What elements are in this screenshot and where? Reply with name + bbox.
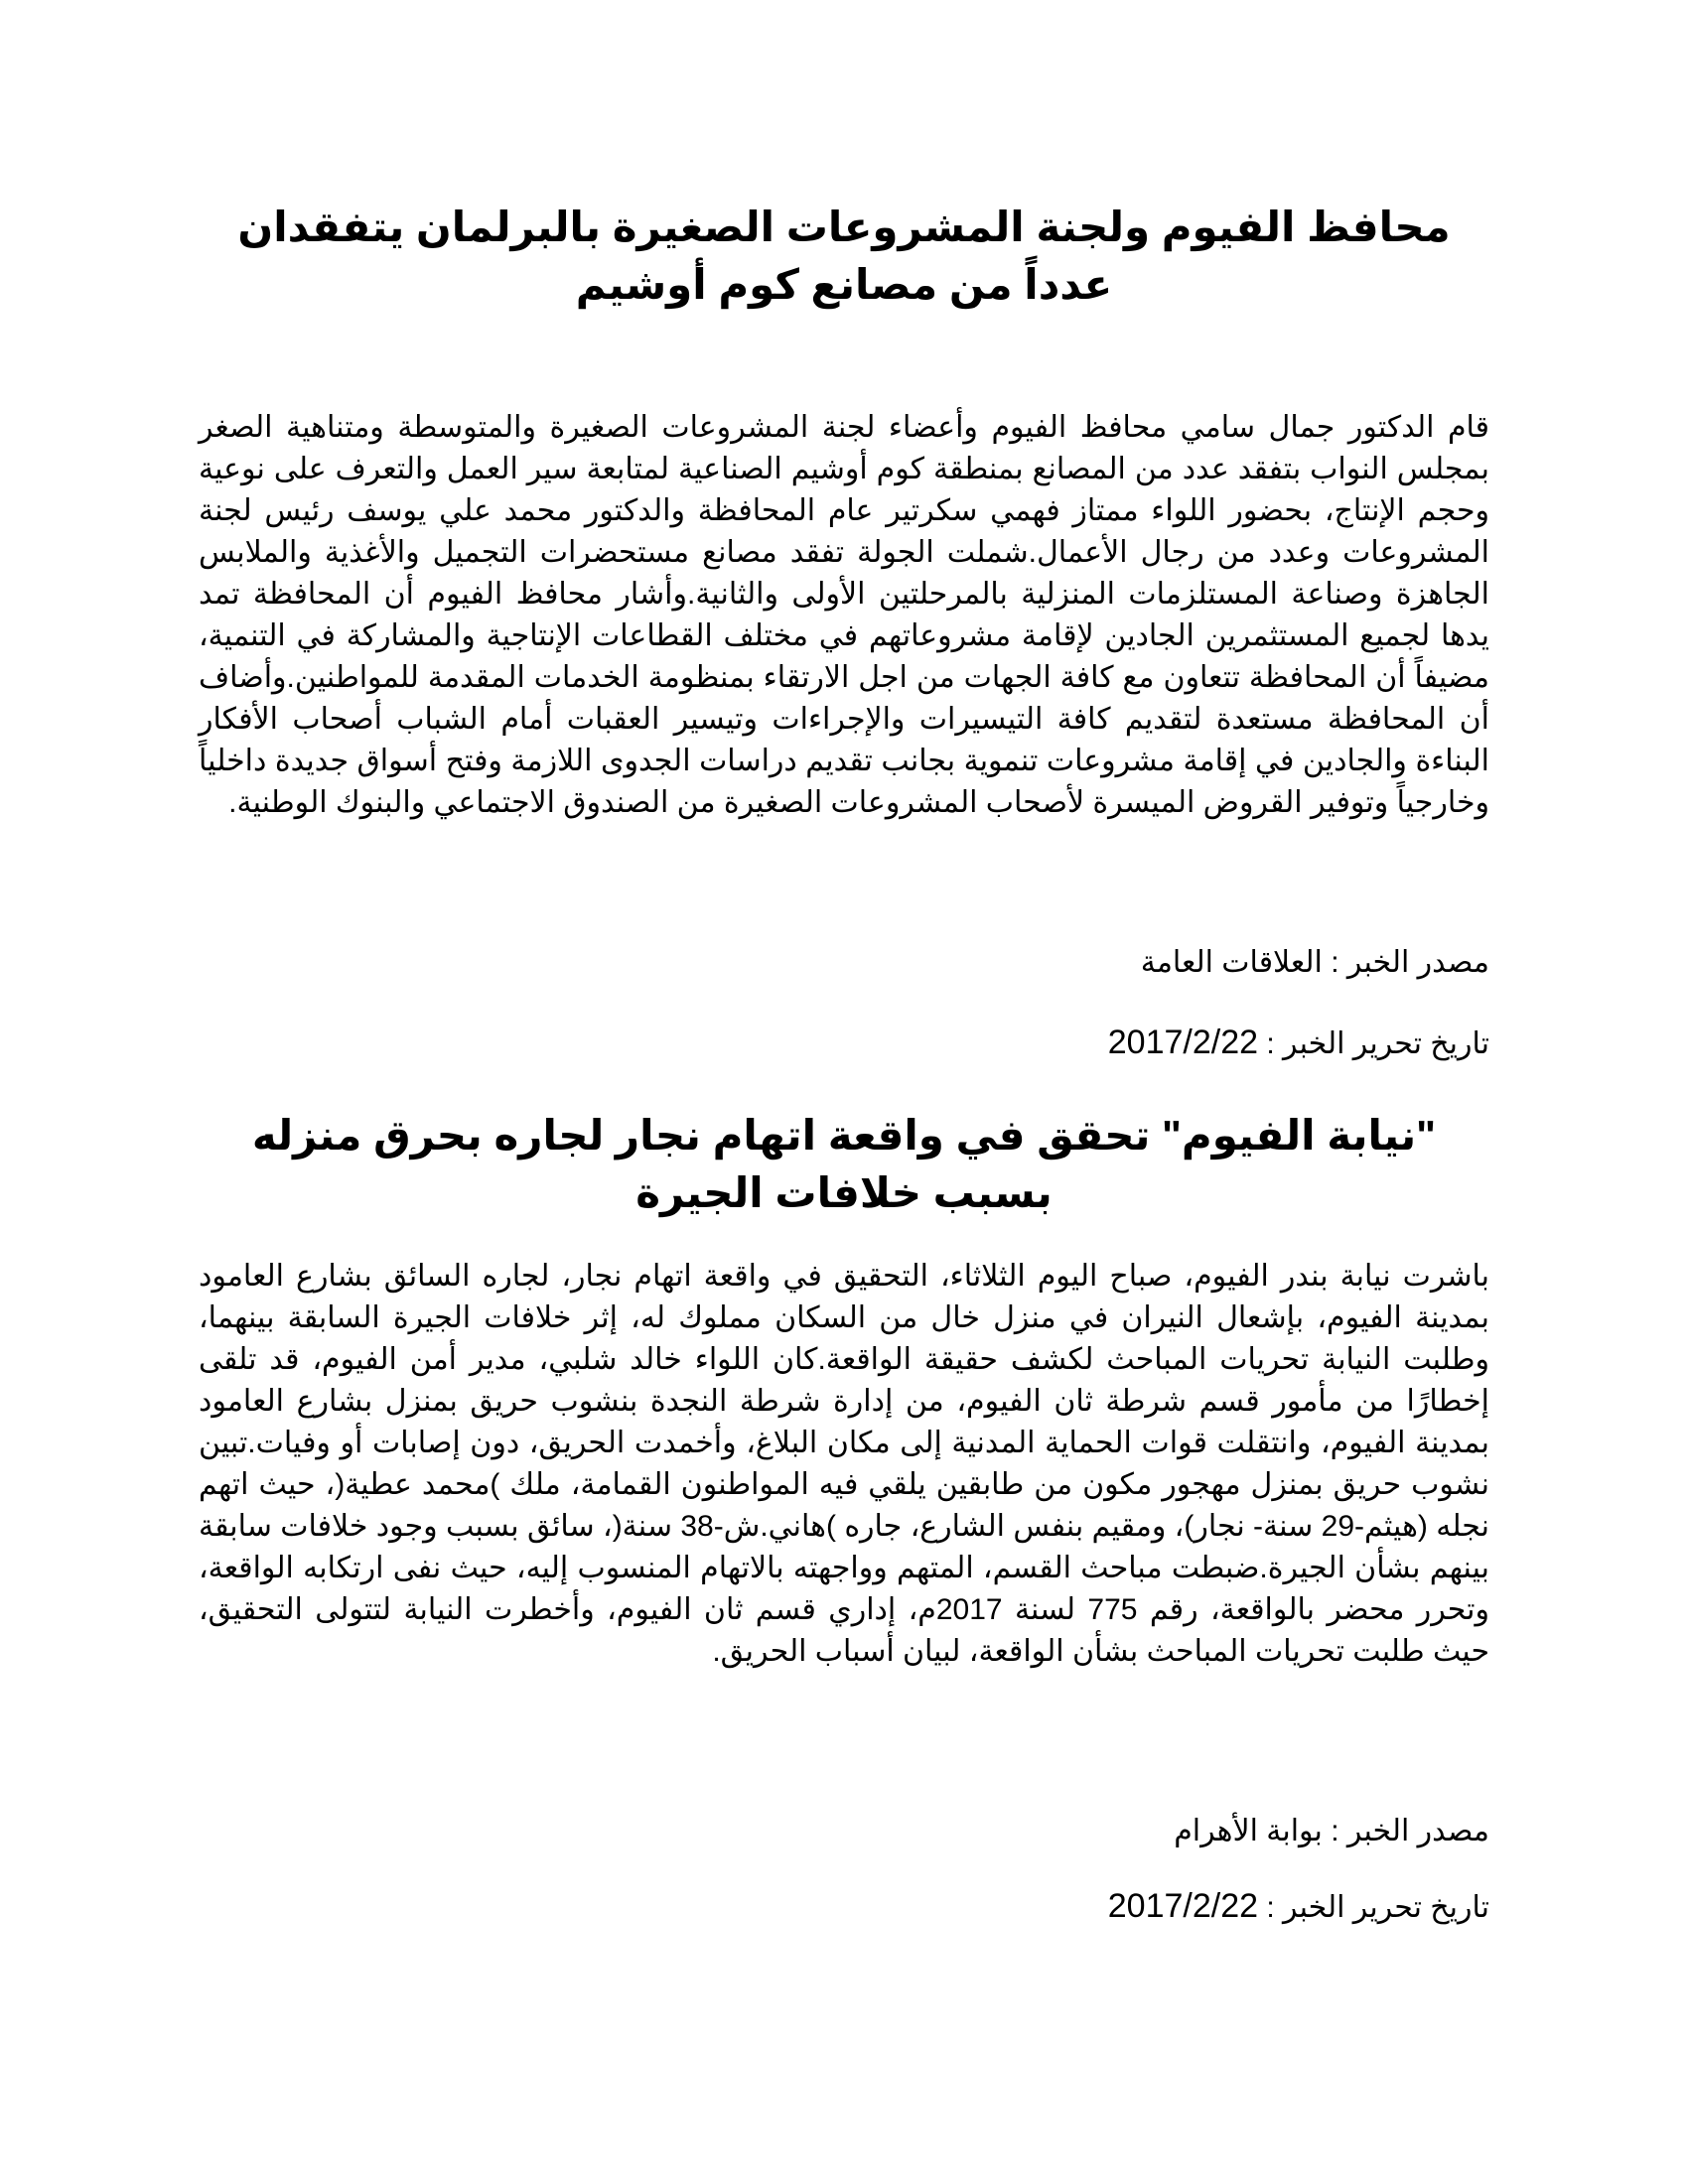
article-1-date-label: تاريخ تحرير الخبر :: [1258, 1027, 1489, 1060]
article-1-date-value: 2017/2/22: [1107, 1024, 1259, 1061]
article-2-date-value: 2017/2/22: [1107, 1887, 1259, 1925]
article-1-body: قام الدكتور جمال سامي محافظ الفيوم وأعضاء لجنة المشروعات الصغيرة والمتوسطة ومتناهية الصغر بمجلس النواب بتفقد عدد من المصانع بمنطقة كوم أوشيم الصناعية لمتابعة سير العمل والتعرف على نوعية وحجم الإنتاج، بحضور اللواء ممتاز فهمي سكرتير عام المحافظة والدكتور محمد علي يوسف رئيس لجنة المشروعات وعدد من رجال الأعمال.شملت الجولة تفقد مصانع مستحضرات التجميل والأغذية والملابس الجاهزة وصناعة المستلزمات المنزلية بالمرحلتين الأولى والثانية.وأشار محافظ الفيوم أن المحافظة تمد يدها لجميع المستثمرين الجادين لإقامة مشروعاتهم في مختلف القطاعات الإنتاجية والمشاركة في التنمية، مضيفاً أن المحافظة تتعاون مع كافة الجهات من اجل الارتقاء بمنظومة الخدمات المقدمة للمواطنين.وأضاف أن المحافظة مستعدة لتقديم كافة التيسيرات والإجراءات وتيسير العقبات أمام الشباب أصحاب الأفكار البناءة والجادين في إقامة مشروعات تنموية بجانب تقديم دراسات الجدوى اللازمة وفتح أسواق جديدة داخلياً وخارجياً وتوفير القروض الميسرة لأصحاب المشروعات الصغيرة من الصندوق الاجتماعي والبنوك الوطنية.: [199, 411, 1489, 819]
article-1-headline: محافظ الفيوم ولجنة المشروعات الصغيرة بالبرلمان يتفقدان عدداً من مصانع كوم أوشيم: [237, 204, 1451, 308]
article-2-date-line: [199, 1886, 1489, 1928]
document-page: [199, 0, 1489, 2184]
article-2-body: باشرت نيابة بندر الفيوم، صباح اليوم الثلاثاء، التحقيق في واقعة اتهام نجار، لجاره السائق بشارع العامود بمدينة الفيوم، بإشعال النيران في منزل خال من السكان مملوك له، إثر خلافات الجيرة السابقة بينهما، وطلبت النيابة تحريات المباحث لكشف حقيقة الواقعة.كان اللواء خالد شلبي، مدير أمن الفيوم، قد تلقى إخطارًا من مأمور قسم شرطة ثان الفيوم، من إدارة شرطة النجدة بنشوب حريق بمنزل بشارع العامود بمدينة الفيوم، وانتقلت قوات الحماية المدنية إلى مكان البلاغ، وأخمدت الحريق، دون إصابات أو وفيات.تبين نشوب حريق بمنزل مهجور مكون من طابقين يلقي فيه المواطنون القمامة، ملك )محمد عطية(، حيث اتهم نجله (هيثم-29 سنة- نجار)، ومقيم بنفس الشارع، جاره )هاني.ش-38 سنة(، سائق بسبب وجود خلافات سابقة بينهم بشأن الجيرة.ضبطت مباحث القسم، المتهم وواجهته بالاتهام المنسوب إليه، حيث نفى ارتكابه الواقعة، وتحرر محضر بالواقعة، رقم 775 لسنة 2017م، إداري قسم ثان الفيوم، وأخطرت النيابة لتتولى التحقيق، حيث طلبت تحريات المباحث بشأن الواقعة، لبيان أسباب الحريق.: [199, 1260, 1490, 1668]
article-2-headline: "نيابة الفيوم" تحقق في واقعة اتهام نجار لجاره بحرق منزله بسبب خلافات الجيرة: [251, 1112, 1437, 1216]
article-2-source: مصدر الخبر : بوابة الأهرام: [1174, 1815, 1489, 1847]
article-2-date-label: تاريخ تحرير الخبر :: [1258, 1891, 1489, 1924]
article-1-source: مصدر الخبر : العلاقات العامة: [1140, 946, 1489, 979]
article-1-date-line: [199, 1023, 1489, 1064]
